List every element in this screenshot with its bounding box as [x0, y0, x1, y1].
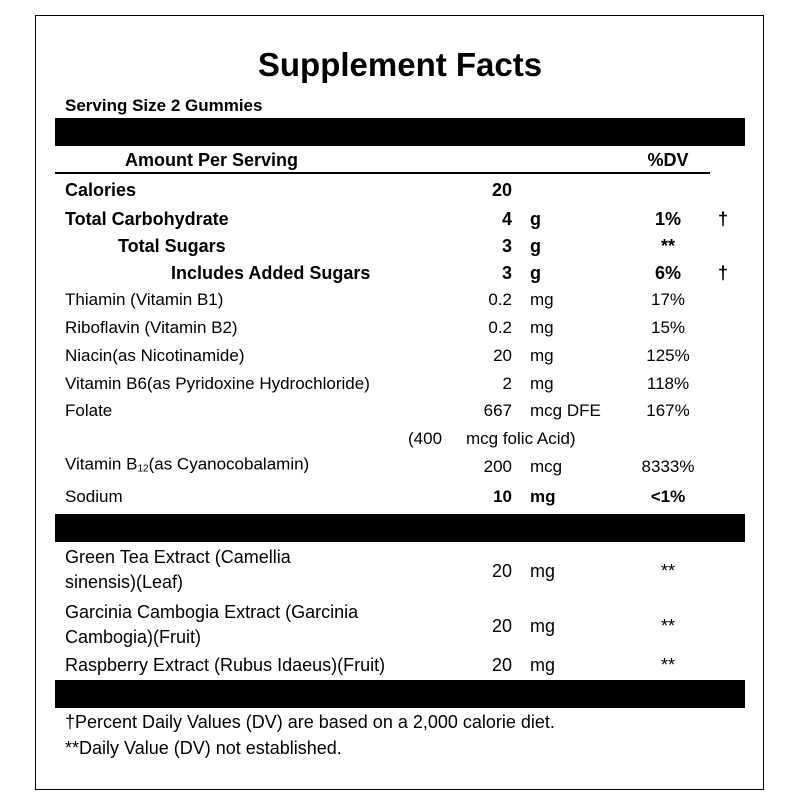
nutrient-name-rest: (as Cyanocobalamin) [148, 454, 310, 474]
extract-unit: mg [530, 655, 556, 675]
extract-name: Raspberry Extract (Rubus Idaeus)(Fruit) [65, 655, 386, 675]
nutrient-dv: ** [660, 236, 675, 256]
nutrient-name: Niacin(as Nicotinamide) [65, 346, 245, 365]
extract-name: Garcinia Cambogia Extract (Garcinia [65, 602, 359, 622]
extract-amount: 20 [491, 616, 512, 636]
nutrient-name: Riboflavin (Vitamin B2) [65, 318, 238, 337]
nutrient-unit: mg [530, 374, 554, 393]
nutrient-dv: 15% [650, 318, 686, 337]
nutrient-dv: 17% [650, 290, 686, 309]
label-title: Supplement Facts [257, 46, 543, 83]
nutrient-name: Total Carbohydrate [65, 209, 229, 229]
nutrient-dv: 118% [646, 374, 690, 393]
divider-bar [55, 118, 745, 146]
nutrient-amount: 0.2 [488, 318, 512, 337]
extract-dv: ** [660, 616, 675, 636]
extract-amount: 20 [491, 655, 512, 675]
dv-header: %DV [647, 150, 689, 170]
nutrient-unit: g [530, 263, 541, 283]
nutrient-name: Total Sugars [118, 236, 226, 256]
dagger-mark: † [718, 209, 729, 229]
nutrient-name-main: Vitamin B [65, 454, 138, 474]
nutrient-unit: mg [530, 290, 554, 309]
nutrient-unit: g [530, 209, 541, 229]
nutrient-unit: mg [530, 318, 554, 337]
extract-amount: 20 [491, 561, 512, 581]
nutrient-dv: 8333% [641, 457, 695, 476]
nutrient-amount: 3 [501, 263, 512, 283]
divider-bar [55, 680, 745, 708]
nutrient-amount: 667 [483, 401, 512, 420]
nutrient-unit: mcg DFE [530, 401, 601, 420]
nutrient-name: Vitamin B6(as Pyridoxine Hydrochloride) [65, 374, 370, 393]
nutrient-dv: 167% [646, 401, 690, 420]
extract-dv: ** [660, 561, 675, 581]
amount-per-serving-header: Amount Per Serving [125, 150, 299, 170]
footnote-dv: †Percent Daily Values (DV) are based on a 2,000 calorie diet. [65, 712, 555, 732]
nutrient-amount: 20 [493, 346, 512, 365]
nutrient-name: Thiamin (Vitamin B1) [65, 290, 224, 309]
extract-name: Green Tea Extract (Camellia [65, 547, 291, 567]
nutrient-dv: 125% [646, 346, 690, 365]
nutrient-amount: 2 [502, 374, 512, 393]
nutrient-unit: mg [530, 346, 554, 365]
nutrient-dv: <1% [650, 487, 686, 506]
calories-amount: 20 [491, 180, 512, 200]
nutrient-unit: mg [530, 487, 556, 506]
nutrient-amount: 3 [501, 236, 512, 256]
serving-size: Serving Size 2 Gummies [65, 96, 263, 115]
nutrient-name: Folate [65, 401, 113, 420]
extract-unit: mg [530, 561, 556, 581]
footnote-not-established: **Daily Value (DV) not established. [65, 738, 342, 758]
folate-note-text: mcg folic Acid) [466, 429, 576, 448]
extract-unit: mg [530, 616, 556, 636]
nutrient-amount: 200 [483, 457, 512, 476]
divider-bar [55, 514, 745, 542]
nutrient-amount: 4 [501, 209, 512, 229]
extract-name-cont: sinensis)(Leaf) [65, 572, 184, 592]
nutrient-name: Sodium [65, 487, 123, 506]
extract-name-cont: Cambogia)(Fruit) [65, 627, 202, 647]
nutrient-amount: 10 [493, 487, 512, 506]
calories-label: Calories [65, 180, 137, 200]
dagger-mark: † [718, 263, 729, 283]
extract-dv: ** [660, 655, 675, 675]
nutrient-name [65, 455, 309, 480]
nutrient-dv: 6% [654, 263, 681, 283]
nutrient-dv: 1% [654, 209, 681, 229]
nutrient-name: Includes Added Sugars [171, 263, 371, 283]
nutrient-name-subscript: 12 [137, 463, 149, 475]
nutrient-amount: 0.2 [488, 290, 512, 309]
header-rule [55, 172, 710, 174]
nutrient-unit: mcg [530, 457, 563, 476]
folate-note-amount: (400 [408, 429, 443, 448]
nutrient-unit: g [530, 236, 541, 256]
